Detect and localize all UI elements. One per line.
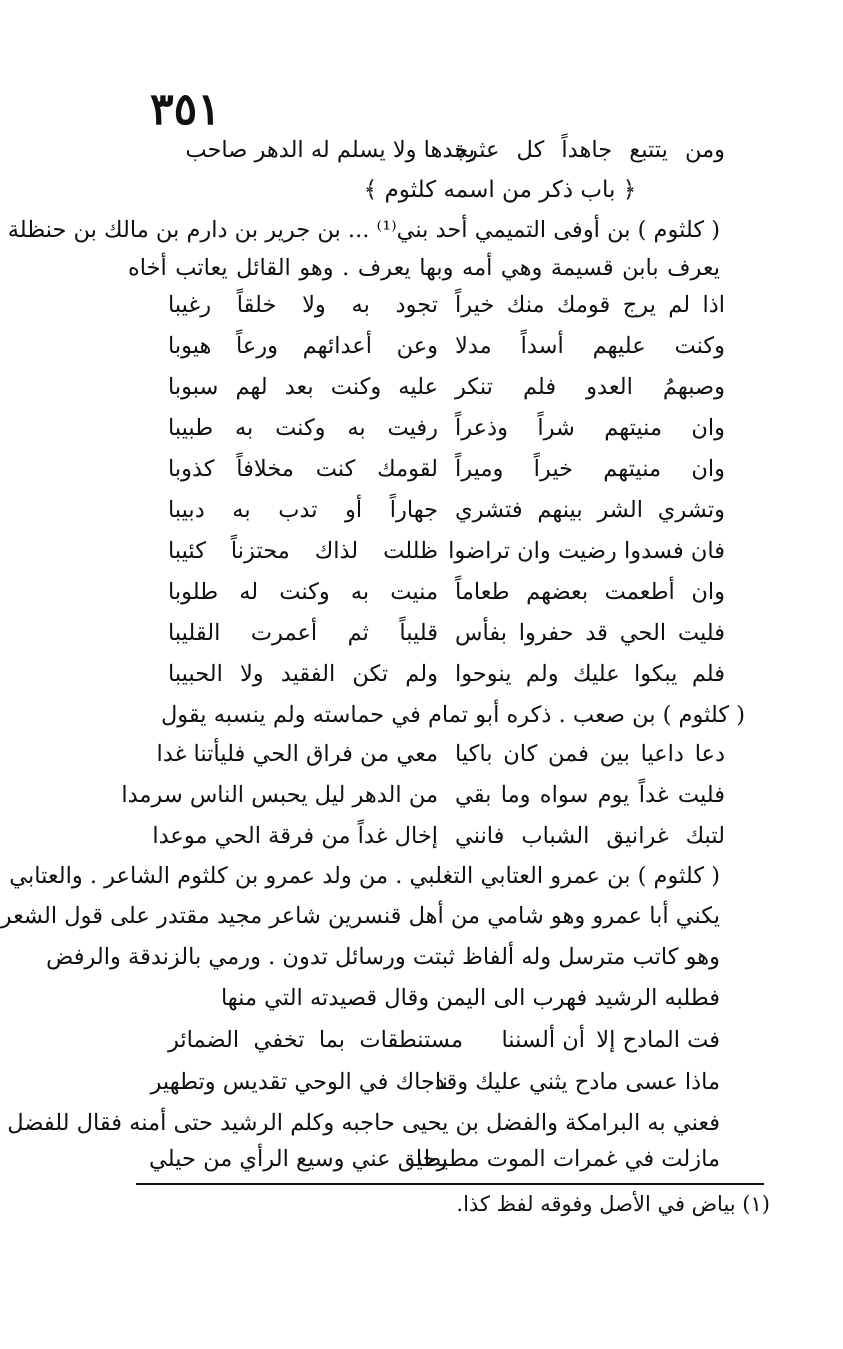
entry3-line-3: وهو كاتب مترسل وله ألفاظ ثبتت ورسائل تدون . ورمي بالزندقة والرفض <box>46 944 720 970</box>
entry3-line-2: يكني أبا عمرو وهو شامي من أهل قنسرين شاعر مجيد مقتدر على قول الشعر <box>0 903 720 929</box>
poem3-verse-1-mid: أن ألسننا <box>501 1027 585 1053</box>
poem1-verse-9-right: فليت الحي قد حفروا بفأس <box>455 620 725 646</box>
poem3-verse-1-left: مستنطقات بما تخفي الضمائر <box>168 1027 463 1053</box>
poem1-verse-10-right: فلم يبكوا عليك ولم ينوحوا <box>455 661 725 687</box>
poem3-verse-1-right: فت المادح إلا <box>596 1027 720 1053</box>
chapter-heading: ﴿ باب ذكر من اسمه كلثوم ﴾ <box>363 177 637 203</box>
poem1-verse-8-left: منيت به وكنت له طلوبا <box>168 579 438 605</box>
poem2-verse-3-right: لتبك غرانيق الشباب فانني <box>455 823 725 849</box>
poem3-verse-2-left: ناجاك في الوحي تقديس وتطهير <box>150 1069 448 1095</box>
entry3-continued: فعني به البرامكة والفضل بن يحيى حاجبه وكلم الرشيد حتى أمنه فقال للفضل <box>7 1110 720 1136</box>
poem1-verse-9-left: قليباً ثم أعمرت القليبا <box>168 620 438 646</box>
poem1-verse-7-left: ظللت لذاك محتزناً كئيبا <box>168 538 438 564</box>
poem4-verse-1-right: مازلت في غمرات الموت مطرحا <box>415 1146 720 1172</box>
entry3-line-1: ( كلثوم ) بن عمرو العتابي التغلبي . من ولد عمرو بن كلثوم الشاعر . والعتابي <box>9 863 720 889</box>
footnote: (١) بياض في الأصل وفوقه لفظ كذا. <box>456 1192 770 1216</box>
poem4-verse-1-left: يطيق عني وسيع الرأي من حيلي <box>149 1146 448 1172</box>
poem1-verse-1-left: تجود به ولا خلقاً رغيبا <box>168 292 438 318</box>
poem2-verse-2-right: فليت غداً يوم سواه وما بقي <box>455 782 725 808</box>
poem1-verse-2-left: وعن أعدائهم ورعاً هيوبا <box>168 333 438 359</box>
poem1-verse-1-right: اذا لم يرج قومك منك خيراً <box>455 292 725 318</box>
poem1-verse-3-left: عليه وكنت بعد لهم سبوبا <box>168 374 438 400</box>
page-number: ٣٥١ <box>150 84 221 135</box>
opening-verse-right: ومن يتتبع جاهداً كل عثرة <box>455 137 725 163</box>
poem1-verse-4-right: وان منيتهم شراً وذعراً <box>455 415 725 441</box>
poem1-verse-7-right: فان فسدوا رضيت وان تراضوا <box>448 538 725 564</box>
poem1-verse-10-left: ولم تكن الفقيد ولا الحبيبا <box>168 661 438 687</box>
poem1-verse-5-right: وان منيتهم خيراً وميراً <box>455 456 725 482</box>
poem2-verse-2-left: من الدهر ليل يحبس الناس سرمدا <box>121 782 438 808</box>
entry2-line: ( كلثوم ) بن صعب . ذكره أبو تمام في حماسته ولم ينسبه يقول <box>160 702 745 728</box>
poem2-verse-3-left: إخال غداً من فرقة الحي موعدا <box>152 823 438 849</box>
footnote-rule <box>136 1183 764 1185</box>
entry1-line-1: ( كلثوم ) بن أوفى التميمي أحد بني⁽¹⁾ ... بن جرير بن دارم بن مالك بن حنظلة <box>7 217 720 243</box>
opening-verse-left: يجدها ولا يسلم له الدهر صاحب <box>185 137 475 163</box>
poem3-verse-2-right: ماذا عسى مادح يثني عليك وقد <box>434 1069 720 1095</box>
poem1-verse-6-right: وتشري الشر بينهم فتشري <box>455 497 725 523</box>
entry3-line-4: فطلبه الرشيد فهرب الى اليمن وقال قصيدته التي منها <box>220 985 720 1011</box>
poem1-verse-5-left: لقومك كنت مخلافاً كذوبا <box>168 456 438 482</box>
poem2-verse-1-right: دعا داعيا بين فمن كان باكيا <box>455 741 725 767</box>
poem1-verse-2-right: وكنت عليهم أسداً مدلا <box>455 333 725 359</box>
poem2-verse-1-left: معي من فراق الحي فليأتنا غدا <box>156 741 438 767</box>
poem1-verse-4-left: رفيت به وكنت به طبيبا <box>168 415 438 441</box>
poem1-verse-3-right: وصبهمُ العدو فلم تنكر <box>455 374 725 400</box>
entry1-line-2: يعرف بابن قسيمة وهي أمه وبها يعرف . وهو القائل يعاتب أخاه <box>128 255 720 281</box>
poem1-verse-8-right: وان أطعمت بعضهم طعاماً <box>455 579 725 605</box>
poem1-verse-6-left: جهاراً أو تدب به دبيبا <box>168 497 438 523</box>
